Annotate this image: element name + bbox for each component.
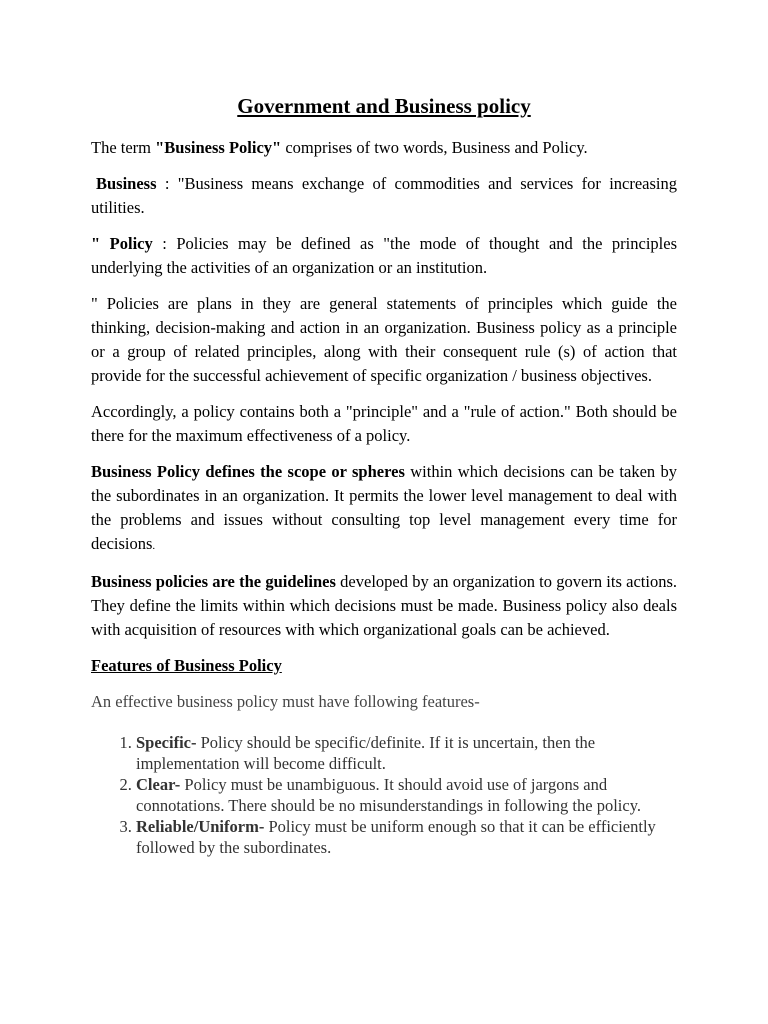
list-item [136, 774, 677, 816]
paragraph-policies-plans: " Policies are plans in they are general statements of principles which guide the thinking, decision-making and action in an organization. Business policy as a principle or a group of related principles, along with their consequent rule (s) of action that provide for the successful achievement of specific organization / business objectives. [91, 294, 677, 385]
text: comprises of two words, Business and Policy. [281, 138, 588, 157]
bold-term: " Policy [91, 234, 153, 253]
paragraph-scope [91, 460, 677, 558]
feature-term: Specific- [136, 733, 197, 752]
feature-term: Reliable/Uniform- [136, 817, 265, 836]
period: . [152, 540, 156, 552]
bold-term: Business policies are the guidelines [91, 572, 336, 591]
features-intro: An effective business policy must have following features- [91, 692, 480, 711]
document-title: Government and Business policy [237, 94, 531, 118]
text: : "Business means exchange of commodities and services for increasing utilities. [91, 174, 677, 217]
paragraph-business-definition [91, 172, 677, 220]
feature-text: Policy should be specific/definite. If it is uncertain, then the implementation will become difficult. [136, 733, 596, 773]
bold-term: "Business Policy" [155, 138, 282, 157]
features-list [91, 732, 677, 858]
features-heading: Features of Business Policy [91, 656, 282, 675]
bold-term: Business Policy defines the scope or spheres [91, 462, 405, 481]
list-item [136, 816, 677, 858]
list-item [136, 732, 677, 774]
paragraph-term-definition [91, 136, 677, 160]
text: The term [91, 138, 156, 157]
feature-text: Policy must be uniform enough so that it can be efficiently followed by the subordinates. [136, 817, 656, 857]
paragraph-policy-definition [91, 232, 677, 280]
bold-term: Business [96, 174, 157, 193]
feature-text: Policy must be unambiguous. It should avoid use of jargons and connotations. There should be no misunderstandings in following the policy. [136, 775, 642, 815]
feature-term: Clear- [136, 775, 181, 794]
paragraph-accordingly: Accordingly, a policy contains both a "principle" and a "rule of action." Both should be there for the maximum effectiveness of a policy. [91, 402, 677, 445]
text: : Policies may be defined as "the mode of thought and the principles underlying the activities of an organization or an institution. [91, 234, 677, 277]
text: within which decisions can be taken by the subordinates in an organization. It permits the lower level management to deal with the problems and issues without consulting top level management every time for decisions [91, 462, 677, 553]
paragraph-guidelines [91, 570, 677, 642]
text: developed by an organization to govern its actions. They define the limits within which decisions must be made. Business policy also deals with acquisition of resources with which organizational goals can be achieved. [91, 572, 677, 639]
